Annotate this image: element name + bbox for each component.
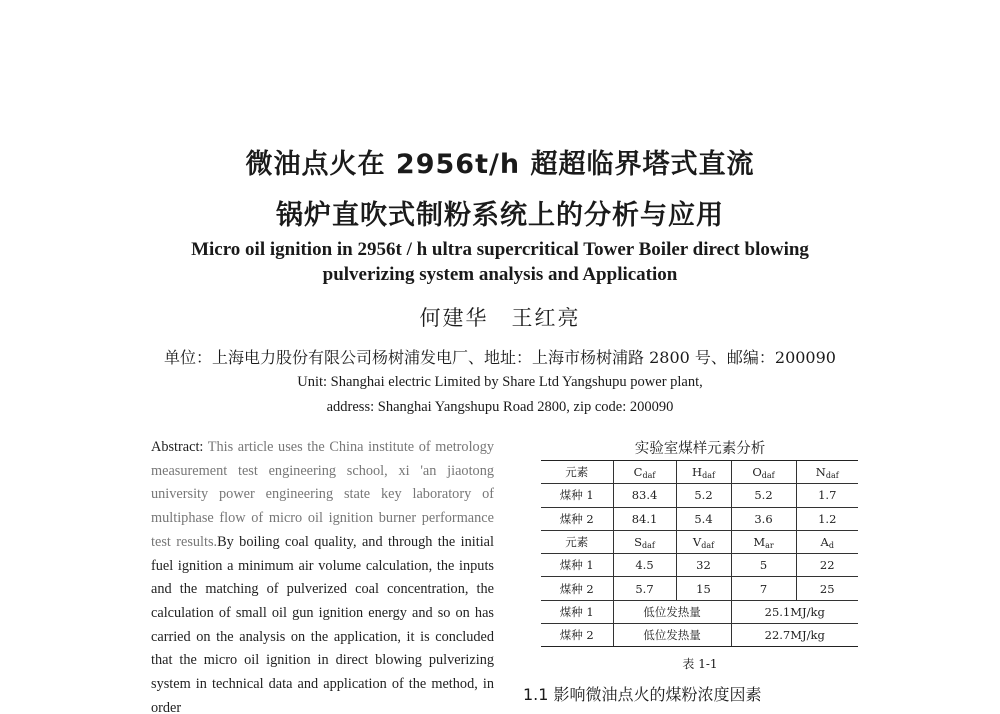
abstract-label: Abstract: xyxy=(151,439,204,455)
table-cell: 煤种 1 xyxy=(541,600,613,623)
table-cell: 7 xyxy=(731,577,796,600)
table-row xyxy=(541,600,858,623)
title-en-line1: Micro oil ignition in 2956t / h ultra supercritical Tower Boiler direct blowing xyxy=(191,239,809,260)
table-cell: 5.2 xyxy=(731,484,796,507)
table-cell: $H_{daf}$ xyxy=(676,461,731,484)
section-heading: 1.1 影响微油点火的煤粉浓度因素 xyxy=(523,685,762,704)
table-cell: 32 xyxy=(676,554,731,577)
table-cell: 低位发热量 xyxy=(613,624,731,647)
title-en-line2: pulverizing system analysis and Application xyxy=(322,264,678,285)
table-cell: 83.4 xyxy=(613,484,676,507)
abstract-part2: By boiling coal quality, and through the initial fuel ignition a minimum air volume calculation, the inputs and the matching of pulverized coal concentration, the calculation of small oil gun ignition energy and so on has carried on the analysis on the application, it is concluded that the micro oil ignition in direct blowing pulverizing system in technical data and application of the method, in order xyxy=(151,533,494,714)
table-cell: 煤种 1 xyxy=(541,554,613,577)
table-cell: 煤种 2 xyxy=(541,624,613,647)
title-cn-line1: 微油点火在 2956t/h 超超临界塔式直流 xyxy=(245,149,755,180)
table-cell: 元素 xyxy=(541,461,613,484)
table-cell: $M_{ar}$ xyxy=(731,530,796,553)
table-cell: 1.2 xyxy=(796,507,858,530)
table-cell: 1.7 xyxy=(796,484,858,507)
table-cell: 低位发热量 xyxy=(613,600,731,623)
table-row xyxy=(541,484,858,507)
table-row xyxy=(541,554,858,577)
table-cell: $V_{daf}$ xyxy=(676,530,731,553)
abstract xyxy=(151,436,494,714)
title-cn-line2: 锅炉直吹式制粉系统上的分析与应用 xyxy=(276,200,724,231)
table-cell: 3.6 xyxy=(731,507,796,530)
table-cell: 元素 xyxy=(541,530,613,553)
table-header-row xyxy=(541,530,858,553)
table-cell: 煤种 1 xyxy=(541,484,613,507)
table-row xyxy=(541,624,858,647)
table-cell: 5.4 xyxy=(676,507,731,530)
table-row xyxy=(541,507,858,530)
table-cell: $S_{daf}$ xyxy=(613,530,676,553)
table-header-row xyxy=(541,461,858,484)
unit-en-line2: address: Shanghai Yangshupu Road 2800, zip code: 200090 xyxy=(326,399,674,415)
table-cell: 5.2 xyxy=(676,484,731,507)
table-cell: $A_d$ xyxy=(796,530,858,553)
unit-en-line1: Unit: Shanghai electric Limited by Share Ltd Yangshupu power plant, xyxy=(297,374,703,390)
table-cell: 煤种 2 xyxy=(541,507,613,530)
table-cell: $C_{daf}$ xyxy=(613,461,676,484)
table-cell: 4.5 xyxy=(613,554,676,577)
table-cell: 84.1 xyxy=(613,507,676,530)
abstract-part1: This article uses the China institute of metrology measurement test engineering school, xi 'an jiaotong university power engineering state key laboratory of multiphase flow of micro oil ignition burner performance test results. xyxy=(151,439,494,550)
table-cell: 15 xyxy=(676,577,731,600)
authors: 何建华 王红亮 xyxy=(419,306,581,330)
table-row xyxy=(541,577,858,600)
table-cell: 22.7MJ/kg xyxy=(731,624,858,647)
affiliation-cn: 单位：上海电力股份有限公司杨树浦发电厂、地址：上海市杨树浦路 2800 号、邮编：200090 xyxy=(164,348,836,367)
table-cell: $N_{daf}$ xyxy=(796,461,858,484)
table-cell: 25 xyxy=(796,577,858,600)
table-cell: $O_{daf}$ xyxy=(731,461,796,484)
table-caption: 表 1-1 xyxy=(682,657,718,671)
table-cell: 5.7 xyxy=(613,577,676,600)
coal-element-table xyxy=(541,460,858,647)
table-cell: 25.1MJ/kg xyxy=(731,600,858,623)
table-cell: 5 xyxy=(731,554,796,577)
table-title: 实验室煤样元素分析 xyxy=(634,441,766,457)
table-cell: 22 xyxy=(796,554,858,577)
table-cell: 煤种 2 xyxy=(541,577,613,600)
